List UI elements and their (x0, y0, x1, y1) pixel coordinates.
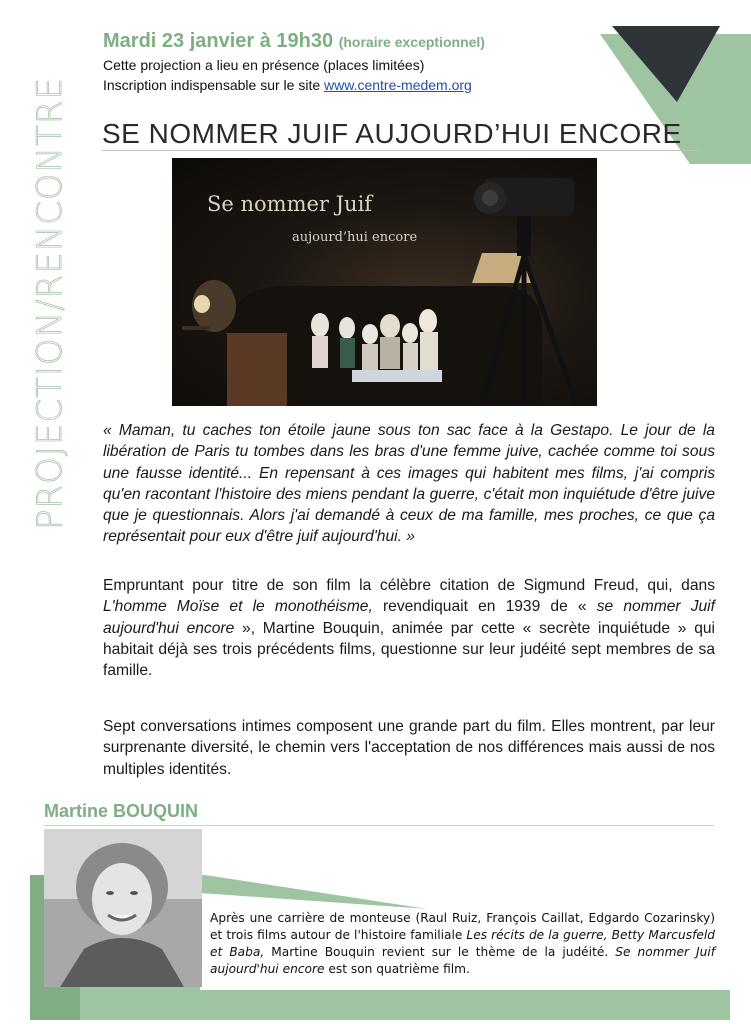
bio-text-2: Martine Bouquin revient sur le thème de la judéité. (264, 945, 616, 959)
para1-text-3: », Martine Bouquin, animée par cette « secrète inquiétude » qui habitait déjà ses trois précédents films, questionne sur leur judéité sept membres de sa famille. (103, 619, 716, 680)
bio-film-titles: Les récits de la guerre, Betty Marcusfeld et Baba, (210, 928, 715, 959)
event-date-note: (horaire exceptionnel) (338, 34, 485, 50)
still-title-line1: Se nommer Juif (207, 192, 373, 216)
bio-text-3: est son quatrième film. (324, 962, 470, 976)
director-bio (210, 910, 715, 978)
portrait-image (44, 829, 202, 987)
sofa-arm (227, 333, 287, 406)
bio-film-title: Se nommer Juif aujourd'hui encore (210, 945, 716, 976)
description-paragraph-2: Sept conversations intimes composent une grande part du film. Elles montrent, par leur surprenante diversité, le chemin vers l'acceptation de nos différences mais aussi de nos multiples identités. (103, 718, 715, 778)
still-title-line2: aujourd’hui encore (292, 230, 418, 245)
para1-quote-title: se nommer Juif aujourd'hui encore (103, 598, 715, 637)
attendance-note: Cette projection a lieu en présence (places limitées) (103, 57, 425, 73)
bio-text-1: Après une carrière de monteuse (Raul Ruiz, François Caillat, Edgardo Cozarinsky) et trois films autour de l'histoire familiale (210, 911, 715, 942)
title-divider (102, 150, 698, 151)
event-date (103, 30, 485, 53)
para1-text-2: revendiquait en 1939 de « (372, 598, 597, 616)
side-title: PROJECTION/RENCONTRE (30, 77, 70, 530)
para1-text-1: Empruntant pour titre de son film la célèbre citation de Sigmund Freud, qui, dans (103, 577, 715, 594)
lamp-bulb (194, 295, 210, 313)
event-date-text: Mardi 23 janvier à 19h30 (103, 30, 334, 52)
description-paragraph-1 (103, 575, 715, 681)
registration-text: Inscription indispensable sur le site (103, 77, 321, 93)
director-portrait (44, 829, 202, 987)
director-name: Martine BOUQUIN (44, 801, 199, 821)
film-still (172, 158, 597, 406)
page-title: SE NOMMER JUIF AUJOURD’HUI ENCORE (102, 118, 682, 149)
bio-divider (44, 825, 714, 826)
registration-note (103, 77, 472, 93)
website-link[interactable]: www.centre-medem.org (324, 77, 472, 93)
director-quote: « Maman, tu caches ton étoile jaune sous ton sac face à la Gestapo. Le jour de la libération de Paris tu tombes dans les bras d'une femme juive, cachée comme toi sous une fausse identité... En repensant à ces images qui habitent mes films, j'ai compris qu'en racontant l'histoire des miens pendant la guerre, c'était mon inquiétude d'être juive que je questionnais. Alors j'ai demandé à ceux de ma famille, mes proches, ce que ça représentait pour eux d'être juif aujourd'hui. » (103, 422, 715, 546)
para1-book-title: L'homme Moïse et le monothéisme, (103, 598, 373, 616)
